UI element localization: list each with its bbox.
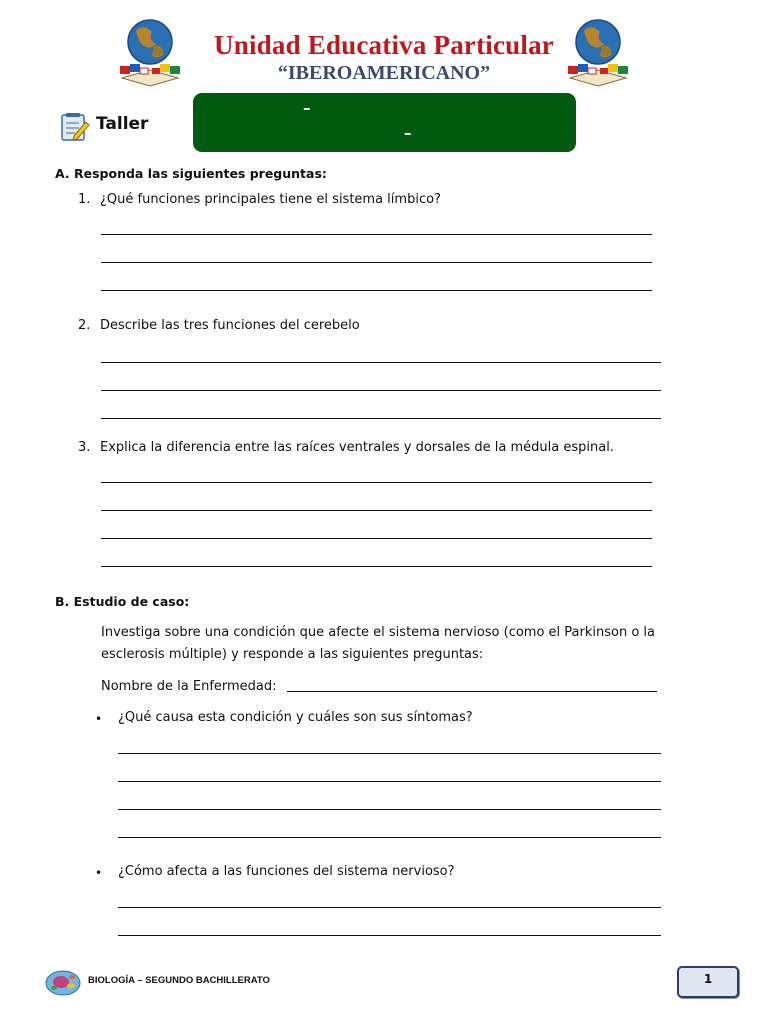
question-number: 1. — [78, 192, 91, 207]
section-b-heading: B. Estudio de caso: — [55, 594, 190, 609]
answer-line[interactable] — [101, 418, 661, 419]
answer-line[interactable] — [101, 510, 652, 511]
answer-line[interactable] — [118, 809, 661, 810]
case-study-intro-line-1: Investiga sobre una condición que afecte el sistema nervioso (como el Parkinson o la — [101, 625, 655, 640]
answer-line[interactable] — [101, 290, 652, 291]
answer-line[interactable] — [101, 390, 661, 391]
cell-icon — [44, 964, 82, 998]
taller-label: Taller — [96, 114, 149, 134]
question-3 — [78, 440, 614, 455]
bullet-question-2: ¿Cómo afecta a las funciones del sistema nervioso? — [118, 864, 455, 879]
notepad-pencil-icon — [60, 112, 90, 142]
header-info-box — [193, 93, 576, 152]
footer-subject: BIOLOGÍA – SEGUNDO BACHILLERATO — [88, 975, 270, 986]
school-name: Unidad Educativa Particular — [214, 30, 554, 60]
question-1 — [78, 192, 441, 207]
answer-line[interactable] — [101, 262, 652, 263]
bullet-dot: • — [95, 712, 103, 726]
answer-line[interactable] — [101, 538, 652, 539]
header-box-dash-top: – — [303, 99, 311, 117]
question-number: 2. — [78, 318, 91, 333]
case-study-intro-line-2: esclerosis múltiple) y responde a las siguientes preguntas: — [101, 647, 484, 662]
school-subtitle: “IBEROAMERICANO” — [277, 62, 491, 84]
answer-line[interactable] — [101, 234, 652, 235]
question-text: Explica la diferencia entre las raíces ventrales y dorsales de la médula espinal. — [100, 440, 614, 455]
answer-line[interactable] — [118, 837, 661, 838]
header-box-dash-bottom: – — [404, 124, 412, 142]
answer-line[interactable] — [101, 362, 661, 363]
question-number: 3. — [78, 440, 91, 455]
answer-line[interactable] — [118, 753, 661, 754]
answer-line[interactable] — [118, 935, 661, 936]
answer-line[interactable] — [101, 566, 652, 567]
bullet-dot: • — [95, 866, 103, 880]
question-text: Describe las tres funciones del cerebelo — [100, 318, 360, 333]
question-text: ¿Qué funciones principales tiene el sistema límbico? — [100, 192, 441, 207]
answer-line[interactable] — [118, 907, 661, 908]
bullet-question-1: ¿Qué causa esta condición y cuáles son sus síntomas? — [118, 710, 473, 725]
section-a-heading: A. Responda las siguientes preguntas: — [55, 166, 327, 181]
answer-line[interactable] — [118, 781, 661, 782]
question-2 — [78, 318, 360, 333]
disease-name-label: Nombre de la Enfermedad: — [101, 679, 277, 694]
disease-name-line[interactable] — [287, 691, 657, 692]
answer-line[interactable] — [101, 482, 652, 483]
page-number: 1 — [703, 972, 713, 986]
